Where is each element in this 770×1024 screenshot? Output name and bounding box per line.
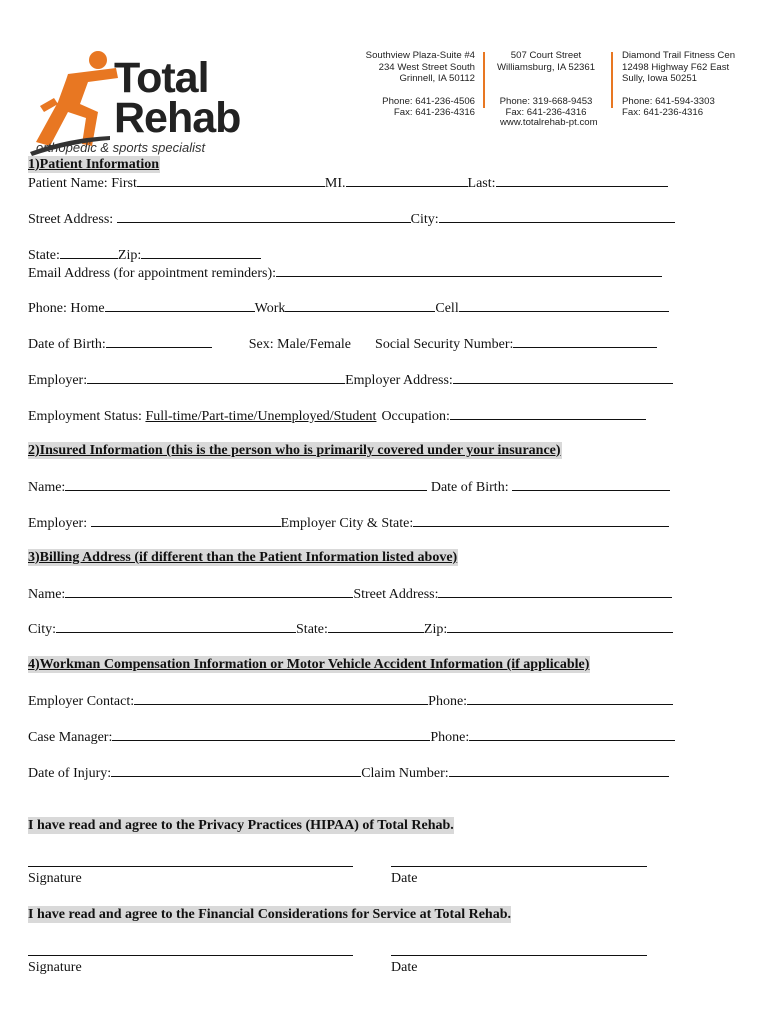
employer-contact-phone-field[interactable] bbox=[467, 692, 673, 705]
billing-state-field[interactable] bbox=[328, 620, 424, 633]
occupation-field[interactable] bbox=[450, 407, 646, 420]
field-label: Date of Injury: bbox=[28, 766, 112, 781]
section-heading-patient: 1)Patient Information bbox=[28, 157, 160, 172]
zip-field[interactable] bbox=[141, 246, 261, 259]
office-address-line: Grinnell, IA 50112 bbox=[399, 73, 475, 84]
insured-dob-field[interactable] bbox=[512, 478, 670, 491]
company-logo bbox=[28, 46, 243, 158]
field-label: Employer Contact: bbox=[28, 694, 135, 709]
state-field[interactable] bbox=[60, 246, 118, 259]
billing-street-field[interactable] bbox=[438, 585, 672, 598]
field-label: Zip: bbox=[117, 248, 142, 263]
office-address-line: 507 Court Street bbox=[510, 50, 582, 61]
field-label: Phone: Home bbox=[28, 301, 105, 316]
office-address-line: Sully, Iowa 50251 bbox=[622, 73, 698, 84]
field-label: State: bbox=[28, 248, 60, 263]
patient-name-row bbox=[28, 174, 668, 192]
field-label: Cell bbox=[435, 301, 459, 316]
work-phone-field[interactable] bbox=[285, 299, 435, 312]
field-label: Name: bbox=[28, 587, 66, 602]
date-of-injury-field[interactable] bbox=[111, 764, 361, 777]
last-name-field[interactable] bbox=[496, 174, 668, 187]
case-manager-phone-field[interactable] bbox=[469, 728, 675, 741]
sex-field[interactable]: Sex: Male/Female bbox=[248, 337, 352, 352]
field-label: Occupation: bbox=[381, 409, 450, 424]
dob-row bbox=[28, 335, 657, 353]
field-label: Case Manager: bbox=[28, 730, 113, 745]
dob-field[interactable] bbox=[106, 335, 212, 348]
employer-address-field[interactable] bbox=[453, 371, 673, 384]
divider bbox=[611, 52, 613, 108]
middle-initial-field[interactable] bbox=[346, 174, 468, 187]
field-label: Street Address: bbox=[353, 587, 439, 602]
field-label: State: bbox=[296, 622, 328, 637]
field-label: Date of Birth: bbox=[427, 480, 513, 495]
email-row bbox=[28, 264, 662, 282]
billing-city-row bbox=[28, 620, 673, 638]
case-manager-row bbox=[28, 728, 675, 746]
insured-name-field[interactable] bbox=[65, 478, 427, 491]
field-label: Zip: bbox=[423, 622, 448, 637]
office-sully bbox=[622, 50, 762, 119]
street-address-row bbox=[28, 210, 675, 228]
field-label: Name: bbox=[28, 480, 66, 495]
office-phone: Phone: 641-594-3303 bbox=[622, 95, 715, 107]
field-label: Street Address: bbox=[28, 212, 117, 227]
office-williamsburg bbox=[490, 50, 602, 119]
first-name-field[interactable] bbox=[137, 174, 325, 187]
section-heading-workman: 4)Workman Compensation Information or Motor Vehicle Accident Information (if applicable) bbox=[28, 657, 590, 672]
financial-date-field[interactable] bbox=[391, 955, 647, 956]
office-phone: Phone: 641-236-4506 bbox=[382, 95, 475, 107]
field-label: Employment Status: bbox=[28, 409, 146, 424]
logo-word-rehab: Rehab bbox=[114, 94, 241, 142]
signature-label: Signature bbox=[28, 960, 82, 975]
field-label: Email Address (for appointment reminders): bbox=[28, 266, 277, 281]
phone-row bbox=[28, 299, 669, 317]
billing-city-field[interactable] bbox=[56, 620, 296, 633]
field-label: Work bbox=[254, 301, 286, 316]
field-label: City: bbox=[410, 212, 439, 227]
billing-name-row bbox=[28, 585, 672, 603]
signature-label: Signature bbox=[28, 871, 82, 886]
field-label: Phone: bbox=[430, 730, 470, 745]
hipaa-signature-field[interactable] bbox=[28, 866, 353, 867]
financial-signature-field[interactable] bbox=[28, 955, 353, 956]
field-label: Claim Number: bbox=[361, 766, 449, 781]
employment-status-row bbox=[28, 407, 646, 425]
field-label: City: bbox=[28, 622, 57, 637]
field-label: Social Security Number: bbox=[375, 337, 514, 352]
hipaa-date-field[interactable] bbox=[391, 866, 647, 867]
employment-status-options[interactable]: Full-time/Part-time/Unemployed/Student bbox=[145, 409, 377, 424]
hipaa-agreement-statement: I have read and agree to the Privacy Practices (HIPAA) of Total Rehab. bbox=[28, 818, 454, 833]
office-grinnell bbox=[340, 50, 475, 119]
office-address-line: 12498 Highway F62 East bbox=[622, 61, 730, 73]
date-label: Date bbox=[391, 871, 418, 886]
employer-field[interactable] bbox=[87, 371, 345, 384]
city-field[interactable] bbox=[439, 210, 675, 223]
insured-employer-field[interactable] bbox=[91, 514, 281, 527]
ssn-field[interactable] bbox=[513, 335, 657, 348]
logo-word-total: Total bbox=[114, 54, 209, 102]
divider bbox=[483, 52, 485, 108]
billing-zip-field[interactable] bbox=[447, 620, 673, 633]
employer-contact-row bbox=[28, 692, 673, 710]
office-address-line: Williamsburg, IA 52361 bbox=[496, 61, 596, 73]
insured-name-row bbox=[28, 478, 670, 496]
email-field[interactable] bbox=[276, 264, 662, 277]
website-url: www.totalrehab-pt.com bbox=[500, 117, 598, 128]
section-heading-insured: 2)Insured Information (this is the person who is primarily covered under your insurance) bbox=[28, 443, 561, 458]
logo-tagline: orthopedic & sports specialist bbox=[36, 140, 206, 155]
employer-row bbox=[28, 371, 673, 389]
field-label: Employer Address: bbox=[345, 373, 453, 388]
cell-phone-field[interactable] bbox=[459, 299, 669, 312]
office-address-line: Southview Plaza-Suite #4 bbox=[365, 50, 475, 61]
office-address-line: 234 West Street South bbox=[378, 61, 475, 73]
office-address-line: Diamond Trail Fitness Cen bbox=[622, 50, 736, 61]
field-label: Date of Birth: bbox=[28, 337, 106, 352]
insured-employer-city-field[interactable] bbox=[413, 514, 669, 527]
employer-contact-field[interactable] bbox=[134, 692, 428, 705]
street-address-field[interactable] bbox=[117, 210, 411, 223]
state-zip-row bbox=[28, 246, 261, 264]
field-label: Employer City & State: bbox=[280, 516, 414, 531]
office-fax: Fax: 641-236-4316 bbox=[393, 107, 475, 118]
field-label: Employer: bbox=[28, 373, 88, 388]
case-manager-field[interactable] bbox=[112, 728, 430, 741]
section-heading-billing: 3)Billing Address (if different than the Patient Information listed above) bbox=[28, 550, 458, 565]
injury-row bbox=[28, 764, 669, 782]
claim-number-field[interactable] bbox=[449, 764, 669, 777]
field-label: Employer: bbox=[28, 516, 91, 531]
field-label: MI. bbox=[324, 176, 346, 191]
date-label: Date bbox=[391, 960, 418, 975]
financial-agreement-statement: I have read and agree to the Financial Considerations for Service at Total Rehab. bbox=[28, 907, 511, 922]
office-fax: Fax: 641-236-4316 bbox=[622, 107, 704, 118]
field-label: Phone: bbox=[428, 694, 468, 709]
office-phone: Phone: 319-668-9453 bbox=[499, 95, 593, 107]
office-fax: Fax: 641-236-4316 bbox=[505, 107, 587, 118]
field-label: Patient Name: First bbox=[28, 176, 137, 191]
insured-employer-row bbox=[28, 514, 669, 532]
billing-name-field[interactable] bbox=[65, 585, 353, 598]
home-phone-field[interactable] bbox=[105, 299, 255, 312]
field-label: Last: bbox=[467, 176, 496, 191]
